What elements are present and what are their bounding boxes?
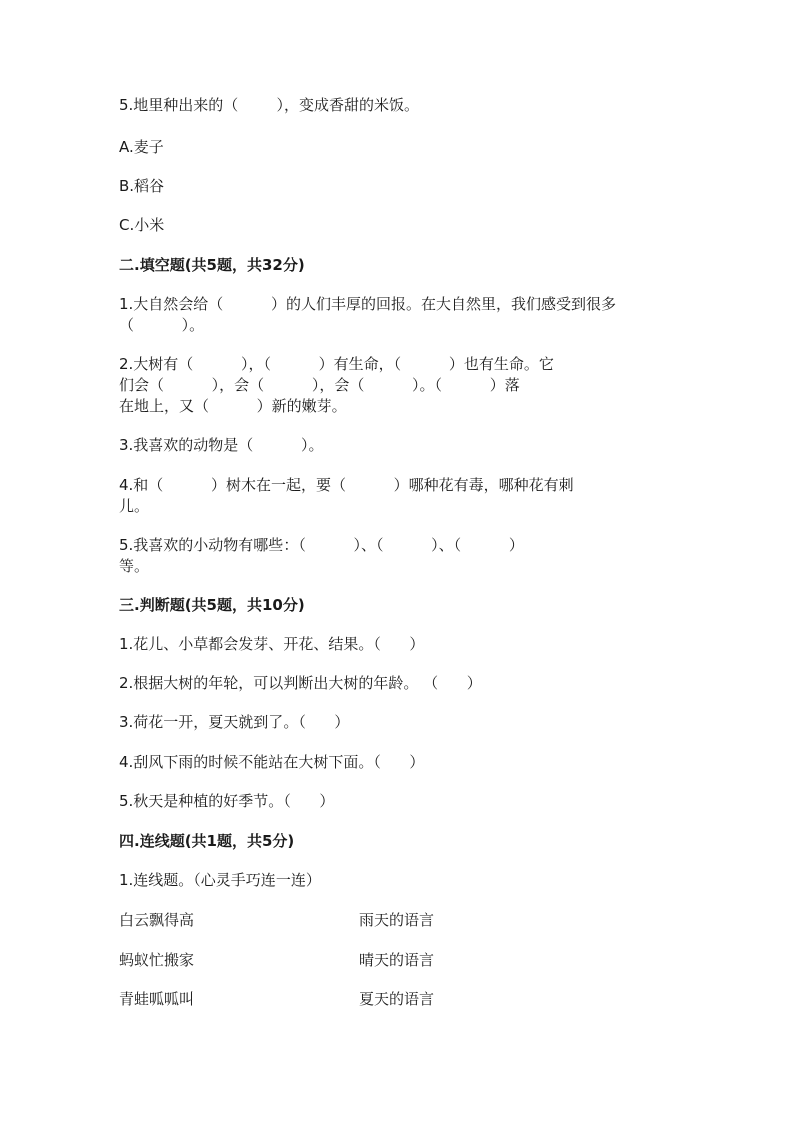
fill-question-5-line-2: 等。 (119, 557, 150, 575)
fill-question-3: 3.我喜欢的动物是（ ）。 (119, 436, 324, 454)
matching-question-1: 1.连线题。（心灵手巧连一连） (119, 871, 321, 889)
matching-left-item: 蚂蚁忙搬家 (119, 951, 195, 969)
choice-question-5: 5.地里种出来的（ ），变成香甜的米饭。 (119, 96, 419, 114)
matching-left-item: 青蛙呱呱叫 (119, 990, 195, 1008)
fill-question-2-line-2: 们会（ ），会（ ），会（ ）。（ ）落 (119, 376, 520, 394)
matching-left-item: 白云飘得高 (119, 911, 195, 929)
fill-question-4-line-1: 4.和（ ）树木在一起，要（ ）哪种花有毒，哪种花有刺 (119, 476, 574, 494)
fill-question-5-line-1: 5.我喜欢的小动物有哪些：（ ）、（ ）、（ ） (119, 536, 524, 554)
section-heading-matching: 四.连线题(共1题，共5分) (119, 832, 295, 850)
judge-question-1: 1.花儿、小草都会发芽、开花、结果。（ ） (119, 635, 425, 653)
choice-option-b: B.稻谷 (119, 177, 165, 195)
section-heading-fill-blank: 二.填空题(共5题，共32分) (119, 256, 305, 274)
matching-right-item: 夏天的语言 (359, 990, 435, 1008)
judge-question-5: 5.秋天是种植的好季节。（ ） (119, 792, 335, 810)
matching-right-item: 晴天的语言 (359, 951, 435, 969)
fill-question-1-line-1: 1.大自然会给（ ）的人们丰厚的回报。在大自然里，我们感受到很多 (119, 295, 616, 313)
fill-question-4-line-2: 儿。 (119, 497, 150, 515)
judge-question-2: 2.根据大树的年轮，可以判断出大树的年龄。 （ ） (119, 674, 482, 692)
choice-option-a: A.麦子 (119, 138, 164, 156)
fill-question-1-line-2: （ ）。 (119, 316, 205, 334)
section-heading-true-false: 三.判断题(共5题，共10分) (119, 596, 305, 614)
choice-option-c: C.小米 (119, 216, 165, 234)
matching-right-item: 雨天的语言 (359, 911, 435, 929)
fill-question-2-line-3: 在地上，又（ ）新的嫩芽。 (119, 397, 347, 415)
fill-question-2-line-1: 2.大树有（ ），（ ）有生命，（ ）也有生命。它 (119, 355, 554, 373)
judge-question-3: 3.荷花一开，夏天就到了。（ ） (119, 713, 350, 731)
judge-question-4: 4.刮风下雨的时候不能站在大树下面。（ ） (119, 753, 425, 771)
